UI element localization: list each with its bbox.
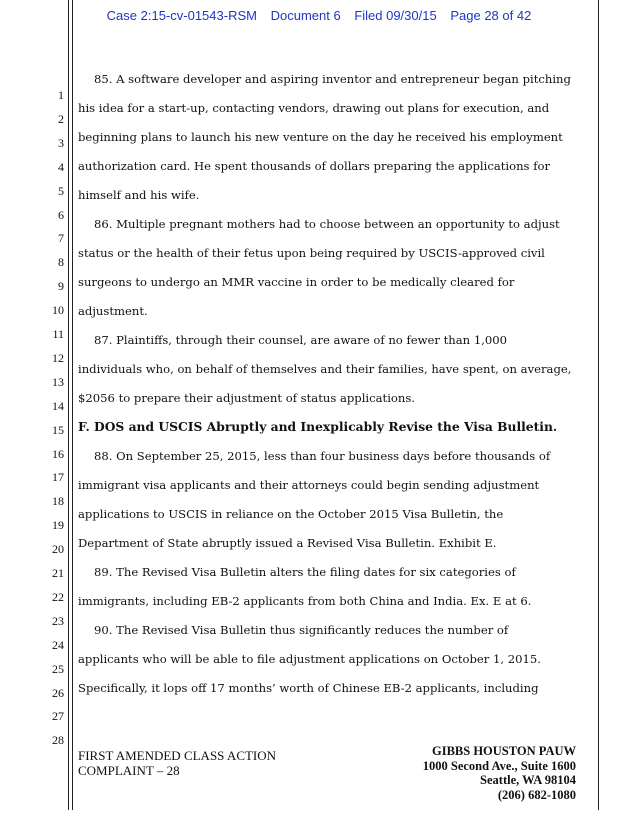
page-count: Page 28 of 42	[450, 8, 532, 23]
line-number: 23	[52, 613, 64, 628]
text-line: surgeons to undergo an MMR vaccine in order to be medically cleared for	[78, 275, 515, 289]
line-number: 4	[58, 159, 64, 174]
text-line: 85. A software developer and aspiring inventor and entrepreneur began pitching	[94, 72, 571, 86]
left-margin-rule-inner	[72, 0, 73, 810]
line-number: 5	[58, 183, 64, 198]
case-header	[0, 8, 638, 23]
line-number: 3	[58, 135, 64, 150]
line-number: 2	[58, 111, 64, 126]
footer-caption-line: COMPLAINT – 28	[78, 763, 180, 778]
line-number: 27	[52, 709, 64, 724]
text-line: Department of State abruptly issued a Revised Visa Bulletin. Exhibit E.	[78, 536, 497, 550]
text-line: adjustment.	[78, 304, 148, 318]
text-line: beginning plans to launch his new venture on the day he received his employment	[78, 130, 563, 144]
firm-block	[423, 744, 576, 802]
text-line: immigrant visa applicants and their attorneys could begin sending adjustment	[78, 478, 540, 492]
line-number: 1	[58, 88, 64, 102]
line-number: 24	[52, 637, 64, 652]
line-number: 15	[52, 422, 64, 437]
line-number: 28	[52, 733, 64, 748]
footer-caption	[78, 748, 276, 778]
text-line: 86. Multiple pregnant mothers had to choose between an opportunity to adjust	[94, 217, 560, 231]
line-number: 8	[58, 255, 64, 270]
line-number: 18	[52, 494, 64, 509]
line-number: 11	[52, 327, 64, 341]
text-line: his idea for a start-up, contacting vendors, drawing out plans for execution, and	[78, 101, 550, 115]
firm-address: 1000 Second Ave., Suite 1600	[422, 758, 576, 773]
text-line: authorization card. He spent thousands of dollars preparing the applications for	[78, 159, 551, 173]
right-margin-rule	[598, 0, 599, 810]
line-number: 9	[58, 279, 64, 294]
firm-name: GIBBS HOUSTON PAUW	[431, 744, 576, 758]
document-number: Document 6	[270, 8, 341, 23]
line-number: 6	[58, 207, 64, 222]
case-number: Case 2:15-cv-01543-RSM	[106, 8, 257, 23]
line-number: 19	[52, 518, 64, 533]
left-margin-rule	[68, 0, 69, 810]
line-number: 17	[52, 470, 64, 485]
text-line: applications to USCIS in reliance on the October 2015 Visa Bulletin, the	[78, 507, 504, 521]
section-heading: F. DOS and USCIS Abruptly and Inexplicably Revise the Visa Bulletin.	[78, 419, 558, 434]
text-line: individuals who, on behalf of themselves and their families, have spent, on average,	[78, 362, 572, 376]
line-number: 10	[52, 303, 64, 318]
line-number: 20	[52, 542, 64, 557]
text-line: 90. The Revised Visa Bulletin thus significantly reduces the number of	[94, 623, 509, 637]
text-line: $2056 to prepare their adjustment of status applications.	[78, 391, 415, 405]
text-line: immigrants, including EB-2 applicants from both China and India. Ex. E at 6.	[78, 594, 532, 608]
line-number: 13	[52, 374, 64, 389]
line-number: 21	[52, 566, 64, 580]
filed-date: Filed 09/30/15	[354, 8, 437, 23]
text-line: Specifically, it lops off 17 months’ worth of Chinese EB-2 applicants, including	[78, 681, 539, 695]
line-number: 16	[52, 446, 64, 461]
text-line: status or the health of their fetus upon being required by USCIS-approved civil	[78, 246, 545, 260]
line-number: 12	[52, 350, 64, 365]
text-line: applicants who will be able to file adjustment applications on October 1, 2015.	[78, 652, 541, 666]
text-line: 89. The Revised Visa Bulletin alters the filing dates for six categories of	[94, 565, 516, 579]
footer-caption-line: FIRST AMENDED CLASS ACTION	[78, 748, 277, 763]
text-line: 88. On September 25, 2015, less than four business days before thousands of	[94, 449, 551, 463]
line-number: 14	[52, 398, 64, 413]
text-line: himself and his wife.	[78, 188, 200, 202]
text-line: 87. Plaintiffs, through their counsel, are aware of no fewer than 1,000	[94, 333, 508, 347]
line-number: 25	[52, 661, 64, 676]
firm-phone: (206) 682-1080	[497, 787, 576, 802]
line-number: 7	[58, 231, 64, 246]
line-number: 22	[52, 589, 64, 604]
line-number: 26	[52, 685, 64, 700]
firm-city: Seattle, WA 98104	[480, 773, 576, 787]
